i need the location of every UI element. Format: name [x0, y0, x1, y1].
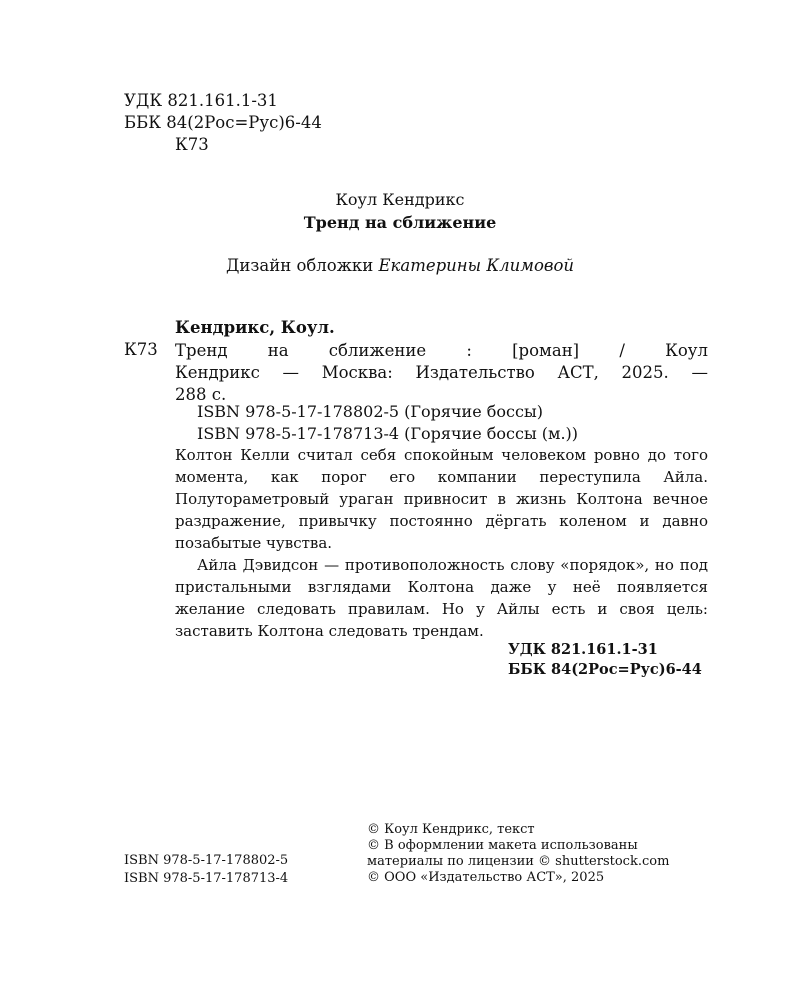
copyright-line-3: материалы по лицензии © shutterstock.com	[367, 854, 670, 869]
annotation-paragraph-1: Колтон Келли считал себя спокойным человеком ровно до того момента, как порог его компании переступила Айла. Полутораметровый ураган привносит в жизнь Колтона вечное раздражение, привычку постоянно дёргать коленом и давно позабытые чувства.	[175, 446, 708, 552]
catalog-author-mark: К73	[124, 340, 158, 359]
book-title: Тренд на сближение	[303, 213, 497, 232]
catalog-isbn-2: ISBN 978-5-17-178713-4 (Горячие боссы (м.))	[197, 424, 579, 443]
catalog-description-line-3: 288 с.	[175, 385, 227, 404]
designer-name: Екатерины Климовой	[378, 256, 575, 275]
design-prefix: Дизайн обложки	[225, 256, 379, 275]
book-author: Коул Кендрикс	[335, 190, 465, 209]
copyright-line-4: © ООО «Издательство АСТ», 2025	[367, 870, 605, 885]
catalog-description-line-2: Кендрикс — Москва: Издательство АСТ, 2025. —	[175, 363, 708, 382]
cover-design-credit	[0, 256, 800, 275]
udk-code: УДК 821.161.1-31	[124, 91, 278, 110]
copyright-block	[367, 822, 669, 886]
catalog-isbn-1: ISBN 978-5-17-178802-5 (Горячие боссы)	[197, 402, 543, 421]
catalog-author-heading: Кендрикс, Коул.	[175, 318, 335, 337]
copyright-line-2: © В оформлении макета использованы	[367, 838, 638, 853]
bottom-udk-code: УДК 821.161.1-31	[508, 641, 658, 658]
copyright-line-1: © Коул Кендрикс, текст	[367, 822, 535, 837]
catalog-description-line-1: Тренд на сближение : [роман] / Коул	[175, 341, 708, 360]
footer-isbn-2: ISBN 978-5-17-178713-4	[124, 871, 289, 886]
footer-isbn-1: ISBN 978-5-17-178802-5	[124, 853, 289, 868]
footer-isbn-block	[124, 852, 288, 888]
bottom-classification-codes	[508, 640, 702, 680]
catalog-description	[175, 340, 708, 406]
bbk-code: ББК 84(2Рос=Рус)6-44	[124, 113, 322, 132]
annotation-paragraph-2: Айла Дэвидсон — противоположность слову «порядок», но под пристальными взглядами Колтона даже у неё появляется желание следовать правилам. Но у Айлы есть и своя цель: заставить Колтона следовать трендам.	[175, 556, 708, 640]
annotation	[175, 444, 708, 642]
author-mark: К73	[175, 135, 209, 154]
bottom-bbk-code: ББК 84(2Рос=Рус)6-44	[508, 661, 702, 678]
